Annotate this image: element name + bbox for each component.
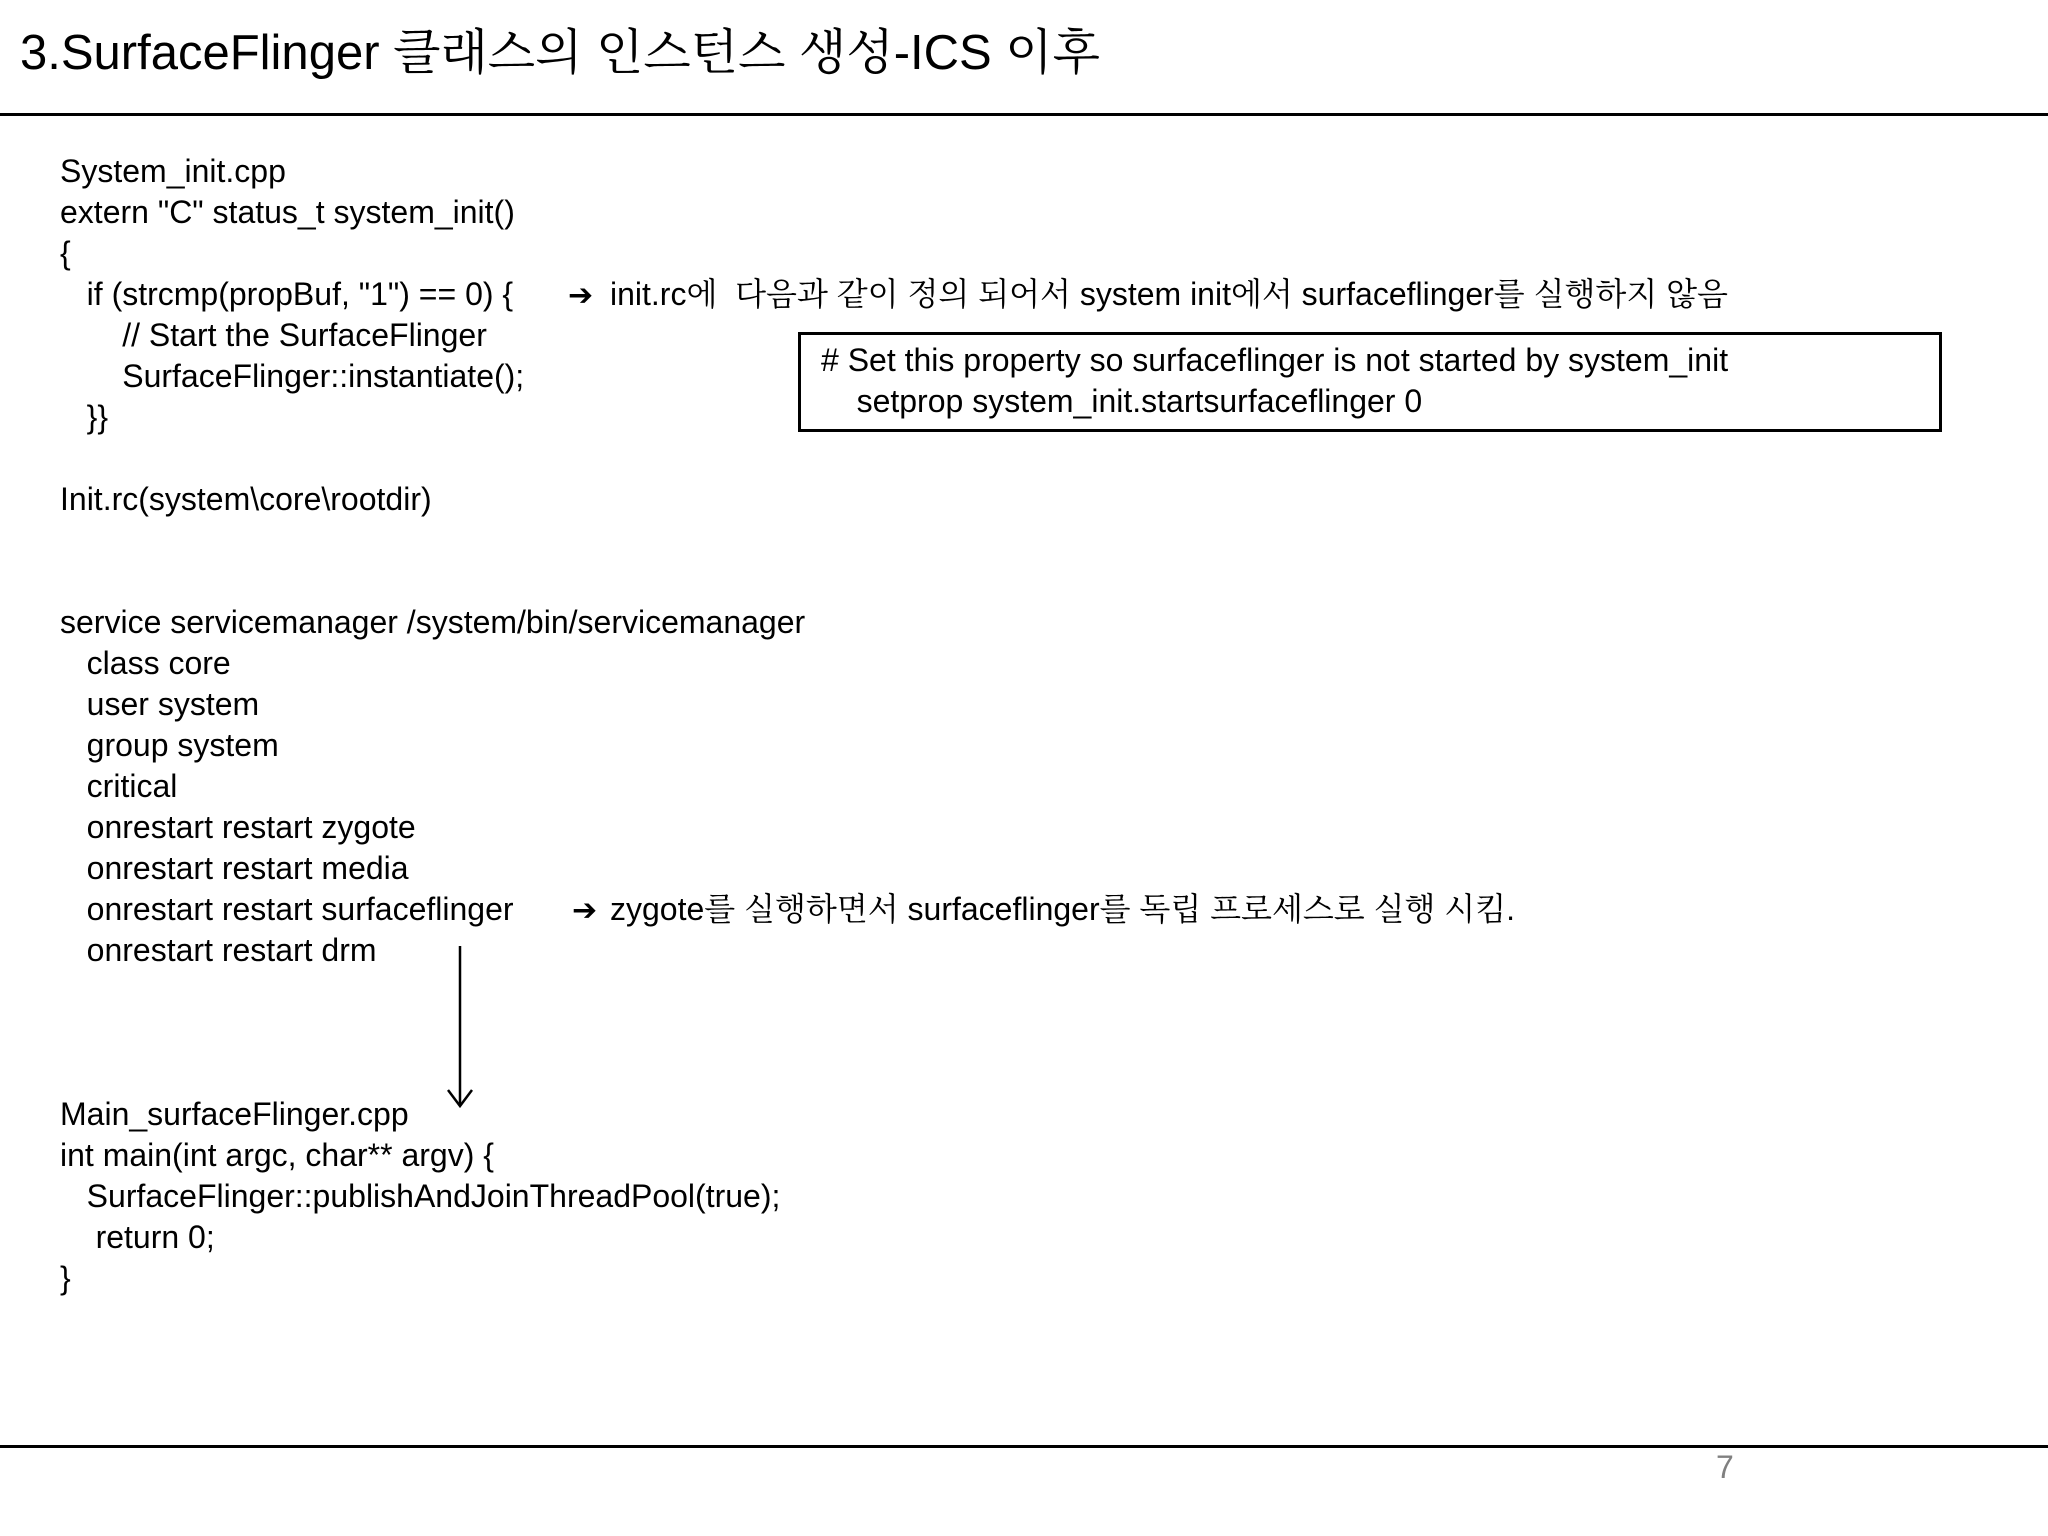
init-rc-line: onrestart restart zygote: [60, 809, 416, 845]
main-cpp-line: }: [60, 1260, 71, 1296]
code-line: SurfaceFlinger::instantiate();: [60, 358, 525, 394]
code-line: if (strcmp(propBuf, "1") == 0) {: [60, 276, 514, 312]
code-line: extern "C" status_t system_init(): [60, 194, 515, 230]
zygote-note: zygote를 실행하면서 surfaceflinger를 독립 프로세스로 실행 시킴.: [610, 891, 1516, 927]
title-divider: [0, 113, 2048, 116]
setprop-callout-box: [798, 332, 1942, 432]
main-cpp-line: int main(int argc, char** argv) {: [60, 1137, 494, 1173]
main-cpp-line: SurfaceFlinger::publishAndJoinThreadPool(true);: [60, 1178, 781, 1214]
init-rc-line: user system: [60, 686, 260, 722]
down-arrow-icon: [440, 944, 480, 1114]
init-rc-line: critical: [60, 768, 178, 804]
slide-title: 3.SurfaceFlinger 클래스의 인스턴스 생성-ICS 이후: [20, 26, 1100, 80]
main-cpp-line: return 0;: [60, 1219, 215, 1255]
init-rc-header: Init.rc(system\core\rootdir): [60, 481, 432, 517]
note-arrow-icon: ➔: [572, 894, 598, 927]
callout-line: setprop system_init.startsurfaceflinger 0: [821, 383, 1423, 419]
code-line: System_init.cpp: [60, 153, 286, 189]
note-arrow-icon: ➔: [568, 279, 594, 312]
page-number: 7: [1716, 1449, 1734, 1485]
init-rc-line: onrestart restart surfaceflinger: [60, 891, 514, 927]
init-rc-line: onrestart restart media: [60, 850, 409, 886]
code-line: // Start the SurfaceFlinger: [60, 317, 487, 353]
code-line: }}: [60, 399, 109, 435]
code-line: {: [60, 235, 71, 271]
main-cpp-line: Main_surfaceFlinger.cpp: [60, 1096, 409, 1132]
init-rc-line: group system: [60, 727, 279, 763]
init-rc-line: class core: [60, 645, 231, 681]
footer-divider: [0, 1445, 2048, 1448]
callout-line: # Set this property so surfaceflinger is not started by system_init: [821, 342, 1729, 378]
system-init-note: init.rc에 다음과 같이 정의 되어서 system init에서 surfaceflinger를 실행하지 않음: [610, 276, 1728, 312]
init-rc-line: service servicemanager /system/bin/servicemanager: [60, 604, 806, 640]
init-rc-line: onrestart restart drm: [60, 932, 377, 968]
